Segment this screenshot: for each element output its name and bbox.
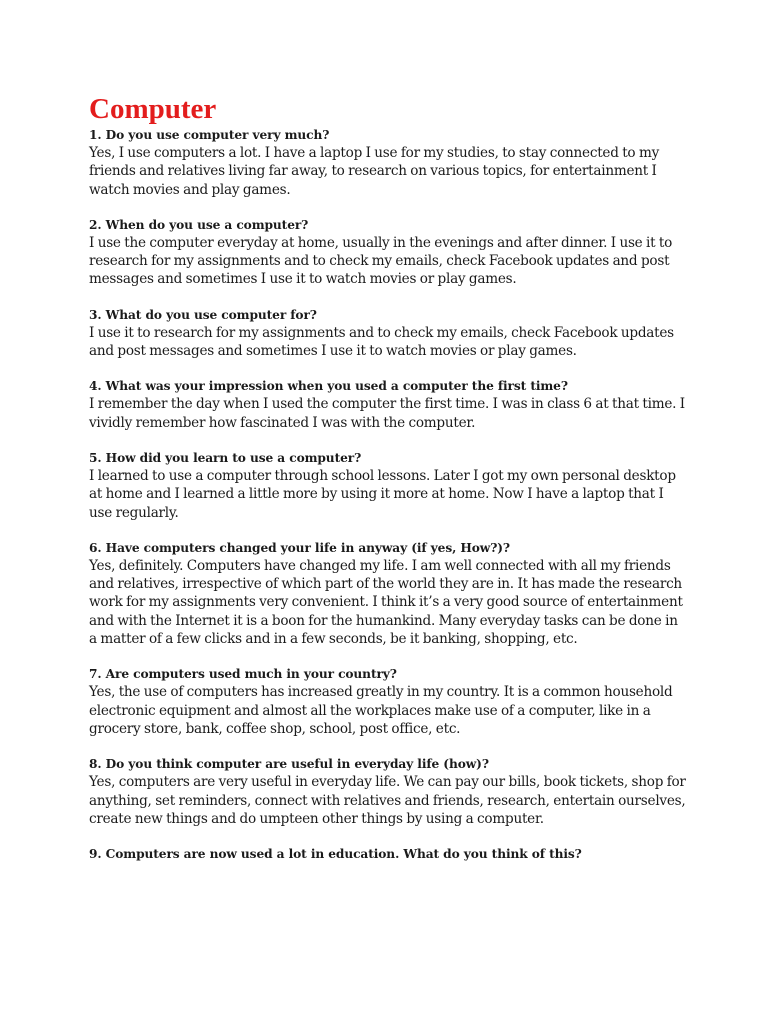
question-2: 2. When do you use a computer?	[89, 217, 309, 232]
qa-item-7	[89, 665, 689, 738]
qa-item-4	[89, 377, 689, 432]
answer-2: I use the computer everyday at home, usually in the evenings and after dinner. I use it to research for my assignments and to check my emails, check Facebook updates and post messages and sometimes I use it to watch movies or play games.	[89, 234, 673, 288]
answer-4: I remember the day when I used the computer the first time. I was in class 6 at that time. I vividly remember how fascinated I was with the computer.	[89, 396, 685, 431]
question-6: 6. Have computers changed your life in anyway (if yes, How?)?	[89, 540, 510, 555]
document-title: Computer	[89, 93, 217, 125]
qa-item-3	[89, 306, 689, 361]
question-8: 8. Do you think computer are useful in everyday life (how)?	[89, 757, 489, 772]
qa-item-6	[89, 539, 689, 648]
qa-item-1	[89, 126, 689, 199]
question-9: 9. Computers are now used a lot in education. What do you think of this?	[89, 847, 582, 862]
document-page	[89, 92, 689, 880]
answer-3: I use it to research for my assignments and to check my emails, check Facebook updates and post messages and sometimes I use it to watch movies or play games.	[89, 324, 674, 360]
qa-item-5	[89, 449, 689, 522]
answer-6: Yes, definitely. Computers have changed my life. I am well connected with all my friends and relatives, irrespective of which part of the world they are in. It has made the research work for my assignments very convenient. I think it’s a very good source of entertainment and with the Internet it is a boon for the humankind. Many everyday tasks can be done in a matter of a few clicks and in a few seconds, be it banking, shopping, etc.	[89, 557, 683, 648]
answer-7: Yes, the use of computers has increased greatly in my country. It is a common household electronic equipment and almost all the workplaces make use of a computer, like in a grocery store, bank, coffee shop, school, post office, etc.	[89, 684, 673, 737]
qa-item-8	[89, 755, 689, 828]
question-3: 3. What do you use computer for?	[89, 307, 317, 322]
question-4: 4. What was your impression when you used a computer the first time?	[89, 379, 568, 394]
qa-item-2	[89, 216, 689, 289]
question-7: 7. Are computers used much in your country?	[89, 667, 397, 682]
answer-8: Yes, computers are very useful in everyday life. We can pay our bills, book tickets, shop for anything, set reminders, connect with relatives and friends, research, entertain ourselves, create new things and do umpteen other things by using a computer.	[89, 774, 686, 827]
question-5: 5. How did you learn to use a computer?	[89, 450, 362, 465]
qa-item-9	[89, 845, 689, 863]
answer-5: I learned to use a computer through school lessons. Later I got my own personal desktop at home and I learned a little more by using it more at home. Now I have a laptop that I use regularly.	[89, 467, 676, 521]
question-1: 1. Do you use computer very much?	[89, 128, 330, 142]
answer-1: Yes, I use computers a lot. I have a laptop I use for my studies, to stay connected to my friends and relatives living far away, to research on various topics, for entertainment I watch movies and play games.	[89, 145, 660, 198]
